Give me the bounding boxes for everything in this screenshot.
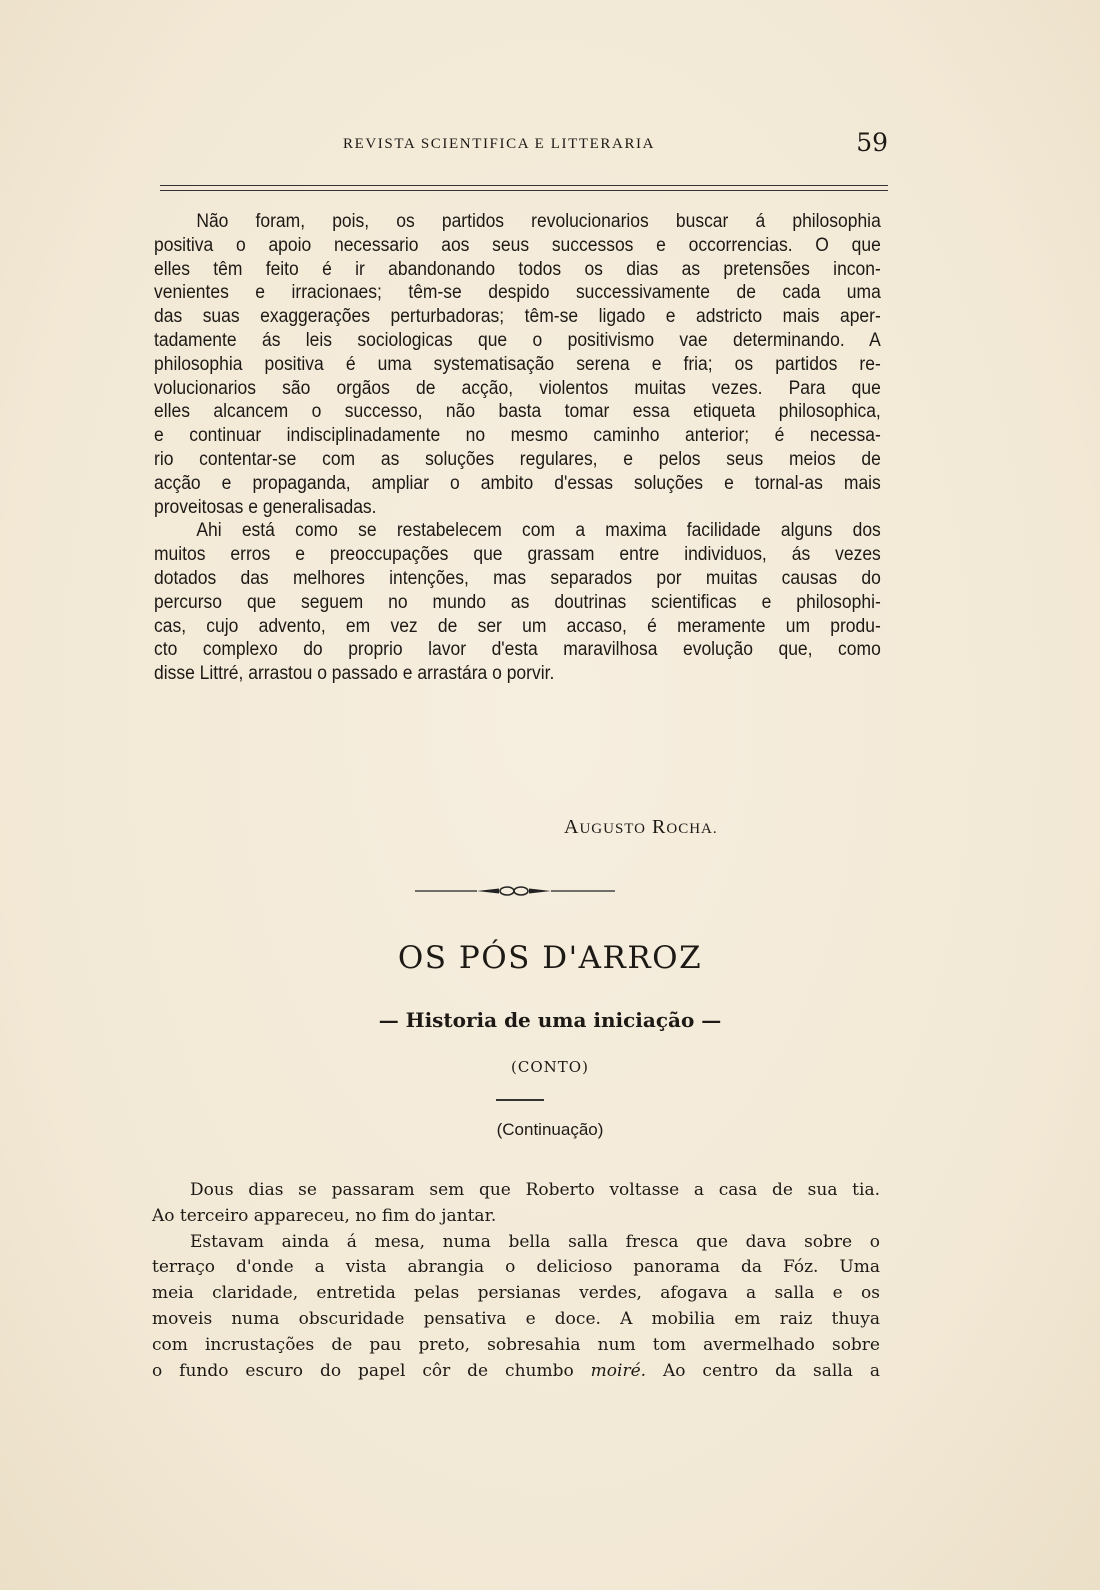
signature-smallcaps: UGUSTO [579, 821, 647, 837]
section-divider-ornament [415, 884, 615, 898]
text-line: elles têm feito é ir abandonando todos os dias as pretensões incon- [154, 258, 881, 280]
text-line: philosophia positiva é uma systematisação serena e fria; os partidos re- [154, 353, 881, 375]
text-line: meia claridade, entretida pelas persianas verdes, afogava a salla e os [152, 1283, 880, 1304]
text-line: terraço d'onde a vista abrangia o delicioso panorama da Fóz. Uma [152, 1257, 880, 1278]
text-line: proveitosas e generalisadas. [154, 496, 377, 518]
text-line [152, 1359, 880, 1385]
signature-smallcaps: OCHA. [666, 821, 718, 837]
page-header [158, 128, 888, 164]
text-line: com incrustações de pau preto, sobresahia num tom avermelhado sobre [152, 1334, 880, 1355]
text-line: volucionarios são orgãos de acção, violentos muitas vezes. Para que [154, 377, 881, 399]
text-line: elles alcancem o successo, não basta tomar essa etiqueta philosophica, [154, 401, 881, 423]
text-fragment: Ao centro da salla a [646, 1360, 880, 1381]
text-line: Ao terceiro appareceu, no fim do jantar. [152, 1205, 497, 1226]
signature-initial: R [652, 816, 667, 838]
text-line: moveis numa obscuridade pensativa e doce. A mobilia em raiz thuya [152, 1308, 880, 1329]
continuation-note: (Continuação) [496, 1120, 604, 1139]
text-line: rio contentar-se com as soluções regulares, e pelos seus meios de [154, 448, 881, 470]
text-line: muitos erros e preoccupações que grassam entre individuos, ás vezes [154, 544, 881, 566]
text-line: cto complexo do proprio lavor d'esta maravilhosa evolução que, como [154, 639, 881, 661]
text-line: acção e propaganda, ampliar o ambito d'essas soluções e tornal-as mais [154, 472, 881, 494]
story-title: OS PÓS D'ARROZ [397, 940, 703, 976]
article-conclusion [154, 210, 881, 686]
author-signature [564, 816, 718, 839]
text-line: disse Littré, arrastou o passado e arrastára o porvir. [154, 663, 555, 685]
short-rule [496, 1099, 544, 1101]
text-line: Ahi está como se restabelecem com a maxima facilidade alguns dos [196, 520, 881, 542]
text-line: e continuar indisciplinadamente no mesmo caminho anterior; é necessa- [154, 425, 881, 447]
text-line: percurso que seguem no mundo as doutrinas scientificas e philosophi- [154, 591, 881, 613]
text-line: positiva o apoio necessario aos seus successos e occorrencias. O que [154, 234, 881, 256]
text-line: tadamente ás leis sociologicas que o positivismo vae determinando. A [154, 329, 881, 351]
text-line: Não foram, pois, os partidos revolucionarios buscar á philosophia [196, 211, 881, 232]
header-double-rule [160, 185, 888, 191]
text-fragment: o fundo escuro do papel côr de chumbo [152, 1360, 591, 1381]
story-genre: (CONTO) [511, 1058, 589, 1076]
text-line: Dous dias se passaram sem que Roberto voltasse a casa de sua tia. [190, 1180, 880, 1200]
text-line: dotados das melhores intenções, mas separados por muitas causas do [154, 567, 881, 589]
signature-initial: A [564, 816, 580, 838]
text-line: Estavam ainda á mesa, numa bella salla fresca que dava sobre o [190, 1231, 880, 1252]
running-title: REVISTA SCIENTIFICA E LITTERARIA [343, 136, 656, 152]
story-subtitle: — Historia de uma iniciação — [378, 1008, 722, 1032]
italic-word: moiré. [590, 1360, 647, 1381]
story-body [152, 1178, 880, 1384]
page-number: 59 [856, 128, 888, 157]
text-line: venientes e irracionaes; têm-se despido successivamente de cada uma [154, 282, 881, 304]
text-line: cas, cujo advento, em vez de ser um accaso, é meramente um produ- [154, 615, 881, 637]
text-line: das suas exaggerações perturbadoras; têm-se ligado e adstricto mais aper- [154, 306, 881, 328]
